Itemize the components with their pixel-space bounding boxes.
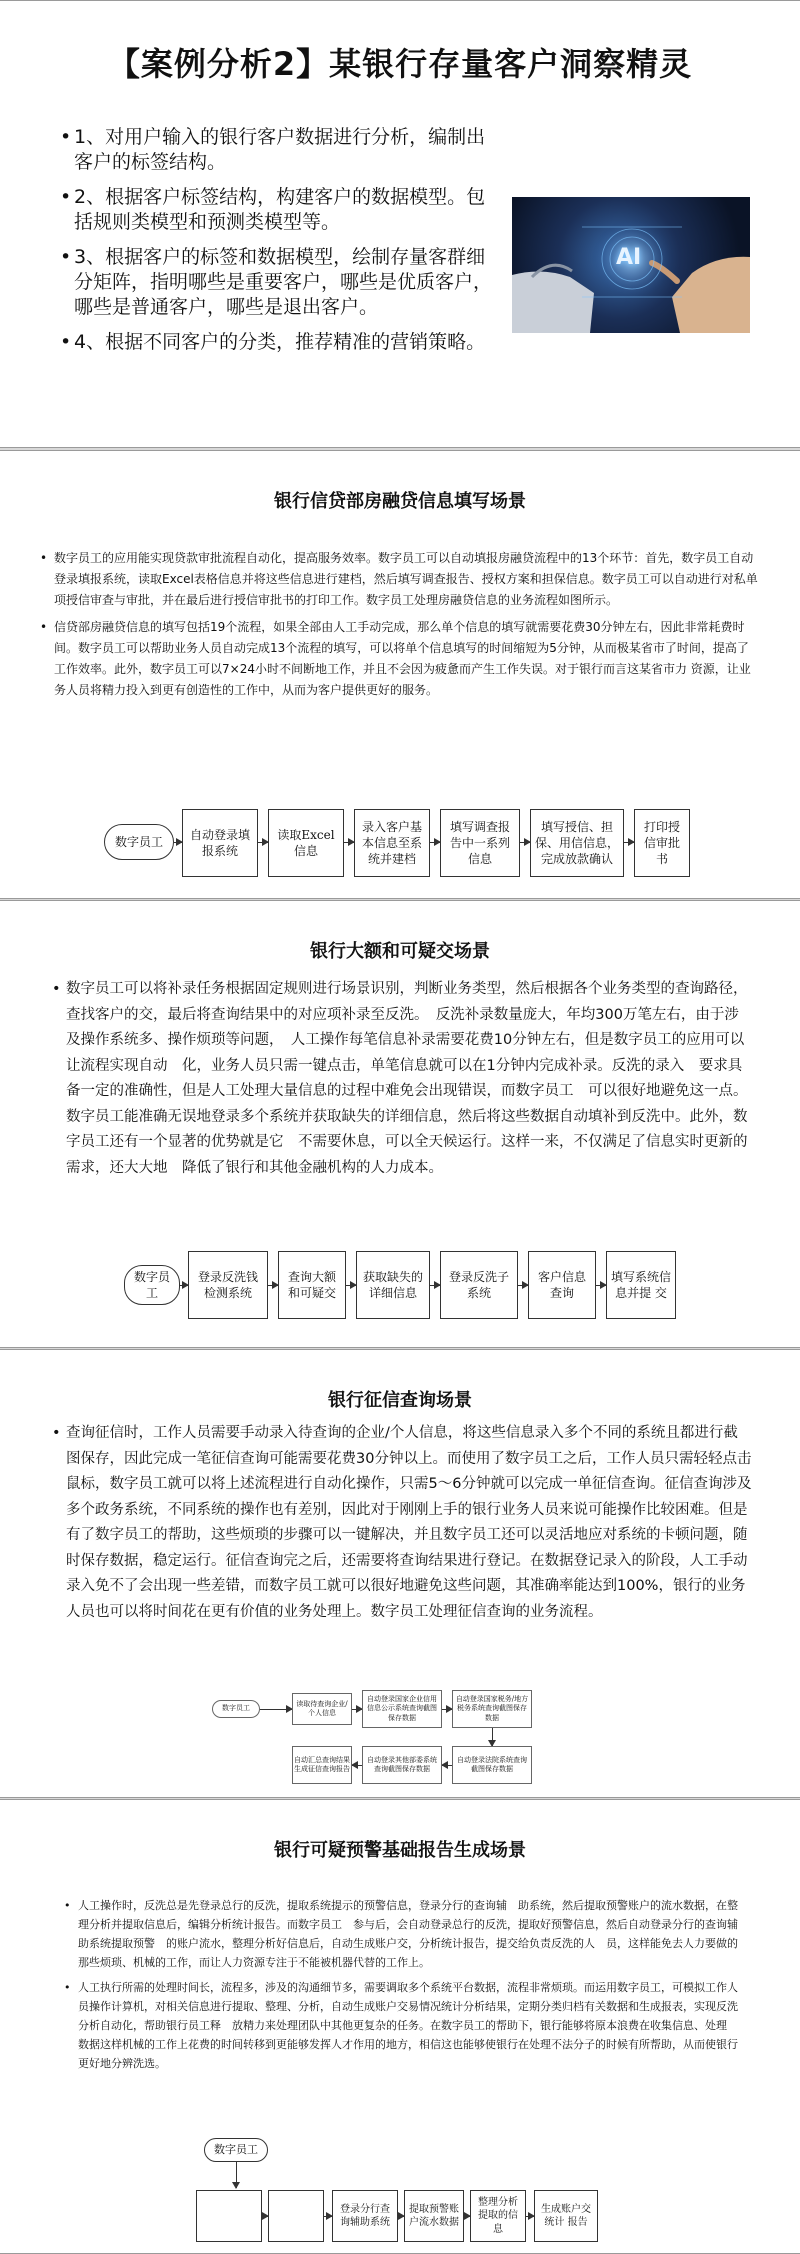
- flow-node: 自动汇总查询结果生成征信查询报告: [292, 1746, 352, 1784]
- bullet-list: [40, 548, 760, 701]
- ai-label: AI: [616, 245, 642, 270]
- flow-node-digital-employee: 数字员工: [204, 2138, 268, 2162]
- bullet-item: • 数字员工的应用能实现贷款审批流程自动化，提高服务效率。数字员工可以自动填报房融贷流程中的13个环节：首先，数字员工自动登录填报系统，读取Excel表格信息并将这些信息进行建档，然后填写调查报告、授权方案和担保信息。数字员工可以自动进行对私单项授信审查与审批，并在最后进行授信审批书的打印工作。数字员工处理房融贷信息的业务流程如图所示。: [40, 548, 760, 611]
- flow-node-digital-employee: 数字员工: [124, 1265, 180, 1305]
- slide-title: 银行大额和可疑交场景: [310, 941, 490, 962]
- flow-node-digital-employee: 数字员工: [212, 1700, 260, 1718]
- bullet-item: • 3、根据客户的标签和数据模型，绘制存量客群细分矩阵，指明哪些是重要客户，哪些是优质客户，哪些是普通客户，哪些是退出客户。: [60, 245, 492, 320]
- flow-arrow: [352, 1709, 362, 1710]
- flow-arrow: [492, 1728, 493, 1746]
- flow-node: 获取缺失的详细信息: [356, 1251, 430, 1319]
- bullet-item: • 2、根据客户标签结构，构建客户的数据模型。包括规则类模型和预测类模型等。: [60, 185, 492, 235]
- flow-node: 打印授信审批书: [634, 809, 690, 877]
- flow-node: 查询大额和可疑交: [278, 1251, 346, 1319]
- bullet-list: [52, 1421, 752, 1625]
- bullet-item: • 查询征信时，工作人员需要手动录入待查询的企业/个人信息，将这些信息录入多个不同的系统且都进行截图保存，因此完成一笔征信查询可能需要花费30分钟以上。而使用了数字员工之后，工作人员只需轻轻点击鼠标，数字员工就可以将上述流程进行自动化操作，只需5～6分钟就可以完成一单征信查询。征信查询涉及多个政务系统，不同系统的操作也有差别，因此对于刚刚上手的银行业务人员来说可能操作比较困难。但是有了数字员工的帮助，这些烦琐的步骤可以一键解决，并且数字员工还可以灵活地应对系统的卡顿问题，随时保存数据，稳定运行。征信查询完之后，还需要将查询结果进行登记。在数据登记录入的阶段，人工手动录入免不了会出现一些差错，而数字员工就可以很好地避免这些问题，其准确率能达到100%，银行的业务人员也可以将时间花在更有价值的业务处理上。数字员工处理征信查询的业务流程。: [52, 1421, 752, 1625]
- flow-arrow: [352, 1765, 362, 1766]
- slide-title: 银行信贷部房融贷信息填写场景: [274, 491, 526, 512]
- flow-node: 登录分行查询辅助系统: [332, 2190, 398, 2242]
- bullet-list: [64, 1896, 744, 2073]
- flow-arrow: [236, 2162, 237, 2188]
- flow-node: 自动登录国家企业信用信息公示系统查询截图保存数据: [362, 1690, 442, 1728]
- flow-node: 自动登录填报系统: [182, 809, 258, 877]
- flow-node: 填写调查报告中一系列信息: [440, 809, 520, 877]
- bullet-item: • 信贷部房融贷信息的填写包括19个流程，如果全部由人工手动完成，那么单个信息的填写就需要花费30分钟左右，因此非常耗费时间。数字员工可以帮助业务人员自动完成13个流程的填写，可以将单个信息填写的时间缩短为5分钟，从而极某省市了时间，提高了工作效率。此外，数字员工可以7×24小时不间断地工作，并且不会因为疲惫而产生工作失误。对于银行而言这某省市力 资源，让业务人员将精力投入到更有创造性的工作中，从而为客户提供更好的服务。: [40, 617, 760, 701]
- flow-arrow: [520, 842, 530, 843]
- flow-node: 自动登录国家税务/地方税务系统查询截图保存数据: [452, 1690, 532, 1728]
- flow-node-digital-employee: 数字员工: [104, 824, 174, 860]
- slide-large-suspicious-transactions: [0, 900, 800, 1348]
- flow-arrow: [260, 1709, 292, 1710]
- slide-credit-inquiry: [0, 1349, 800, 1798]
- flow-arrow: [518, 1285, 528, 1286]
- flow-node: 读取待查询企业/个人信息: [292, 1693, 352, 1725]
- flow-arrow: [258, 842, 268, 843]
- bullet-list: [52, 977, 752, 1181]
- flow-node: 整理分析提取的信息: [470, 2190, 526, 2242]
- flow-arrow: [624, 842, 634, 843]
- slide-title: 银行可疑预警基础报告生成场景: [274, 1840, 526, 1861]
- slide-mortgage-loan: [0, 450, 800, 899]
- bullet-item: • 人工操作时，反洗总是先登录总行的反洗，提取系统提示的预警信息，登录分行的查询辅 助系统，然后提取预警账户的流水数据，在整理分析并提取信息后，编辑分析统计报告。而数字员工 参与后，会自动登录总行的反洗，提取好预警信息，然后自动登录分行的查询辅助系统提取预警 的账户流水，整理分析好信息后，自动生成账户交，分析统计报告，提交给负责反洗的人 员，这样能免去人力要做的那些烦琐、机械的工作，而让人力资源专注于不能被机器代替的工作上。: [64, 1896, 744, 1972]
- bullet-item: • 4、根据不同客户的分类，推荐精准的营销策略。: [60, 330, 492, 355]
- slide-title: 银行征信查询场景: [328, 1390, 472, 1411]
- flow-arrow: [442, 1765, 452, 1766]
- flow-node: 读取Excel信息: [268, 809, 344, 877]
- bullet-list: [60, 125, 492, 355]
- flow-arrow: [268, 1285, 278, 1286]
- bullet-item: • 数字员工可以将补录任务根据固定规则进行场景识别，判断业务类型，然后根据各个业务类型的查询路径，查找客户的交，最后将查询结果中的对应项补录至反洗。 反洗补录数量庞大，年均300万笔左右，由于涉及操作系统多、操作烦琐等问题， 人工操作每笔信息补录需要花费10分钟左右，但是数字员工的应用可以让流程实现自动 化，业务人员只需一键点击，单笔信息就可以在1分钟内完成补录。反洗的录入 要求具备一定的准确性，但是人工处理大量信息的过程中难免会出现错误，而数字员工 可以很好地避免这一点。数字员工能准确无误地登录多个系统并获取缺失的详细信息，然后将这些数据自动填补到反洗中。此外，数字员工还有一个显著的优势就是它 不需要休息，可以全天候运行。这样一来，不仅满足了信息实时更新的需求，还大大地 降低了银行和其他金融机构的人力成本。: [52, 977, 752, 1181]
- flow-node: 客户信息查询: [528, 1251, 596, 1319]
- flow-node: 生成账户交 统计 报告: [534, 2190, 598, 2242]
- flow-arrow: [526, 2216, 534, 2217]
- flow-arrow: [430, 1285, 440, 1286]
- flow-node: 自动登录法院系统查询截图保存数据: [452, 1746, 532, 1784]
- flow-arrow: [174, 842, 182, 843]
- flow-arrow: [324, 2216, 332, 2217]
- flow-node: 填写系统信息并提 交: [606, 1251, 676, 1319]
- bullet-item: • 人工执行所需的处理时间长，流程多，涉及的沟通细节多，需要调取多个系统平台数据，流程非常烦琐。而运用数字员工，可模拟工作人员操作计算机，对相关信息进行提取、整理、分析，自动生成账户交易情况统计分析结果，定期分类归档有关数据和生成报表，实现反洗分析自动化，帮助银行员工释 放精力来处理团队中其他更复杂的任务。在数字员工的帮助下，银行能够将原本浪费在收集信息、处理 数据这样机械的工作上花费的时间转移到更能够发挥人才作用的地方，相信这也能够使银行在处理不法分子的时候有所帮助，从而使银行更好地分辨洗选。: [64, 1978, 744, 2073]
- slide-title: 【案例分析2】某银行存量客户洞察精灵: [107, 45, 693, 83]
- flow-arrow: [346, 1285, 356, 1286]
- flow-node: 提取预警账户流水数据: [404, 2190, 464, 2242]
- flow-arrow: [344, 842, 354, 843]
- flow-node: 登录反洗子系统: [440, 1251, 518, 1319]
- bullet-item: • 1、对用户输入的银行客户数据进行分析，编制出客户的标签结构。: [60, 125, 492, 175]
- flow-arrow: [180, 1285, 188, 1286]
- flow-node: 登录反洗钱检测系统: [188, 1251, 268, 1319]
- flow-node: 录入客户基本信息至系统并建档: [354, 809, 430, 877]
- flow-arrow: [442, 1709, 452, 1710]
- flow-node: [268, 2190, 324, 2242]
- flow-node: [196, 2190, 262, 2242]
- ai-robot-image: [512, 197, 750, 333]
- slide-suspicious-warning-report: [0, 1799, 800, 2254]
- flow-node: 自动登录其他部委系统查询截图保存数据: [362, 1746, 442, 1784]
- flow-arrow: [430, 842, 440, 843]
- slide-customer-insight: [0, 0, 800, 448]
- flow-node: 填写授信、担保、用信信息，完成放款确认: [530, 809, 624, 877]
- flow-arrow: [596, 1285, 606, 1286]
